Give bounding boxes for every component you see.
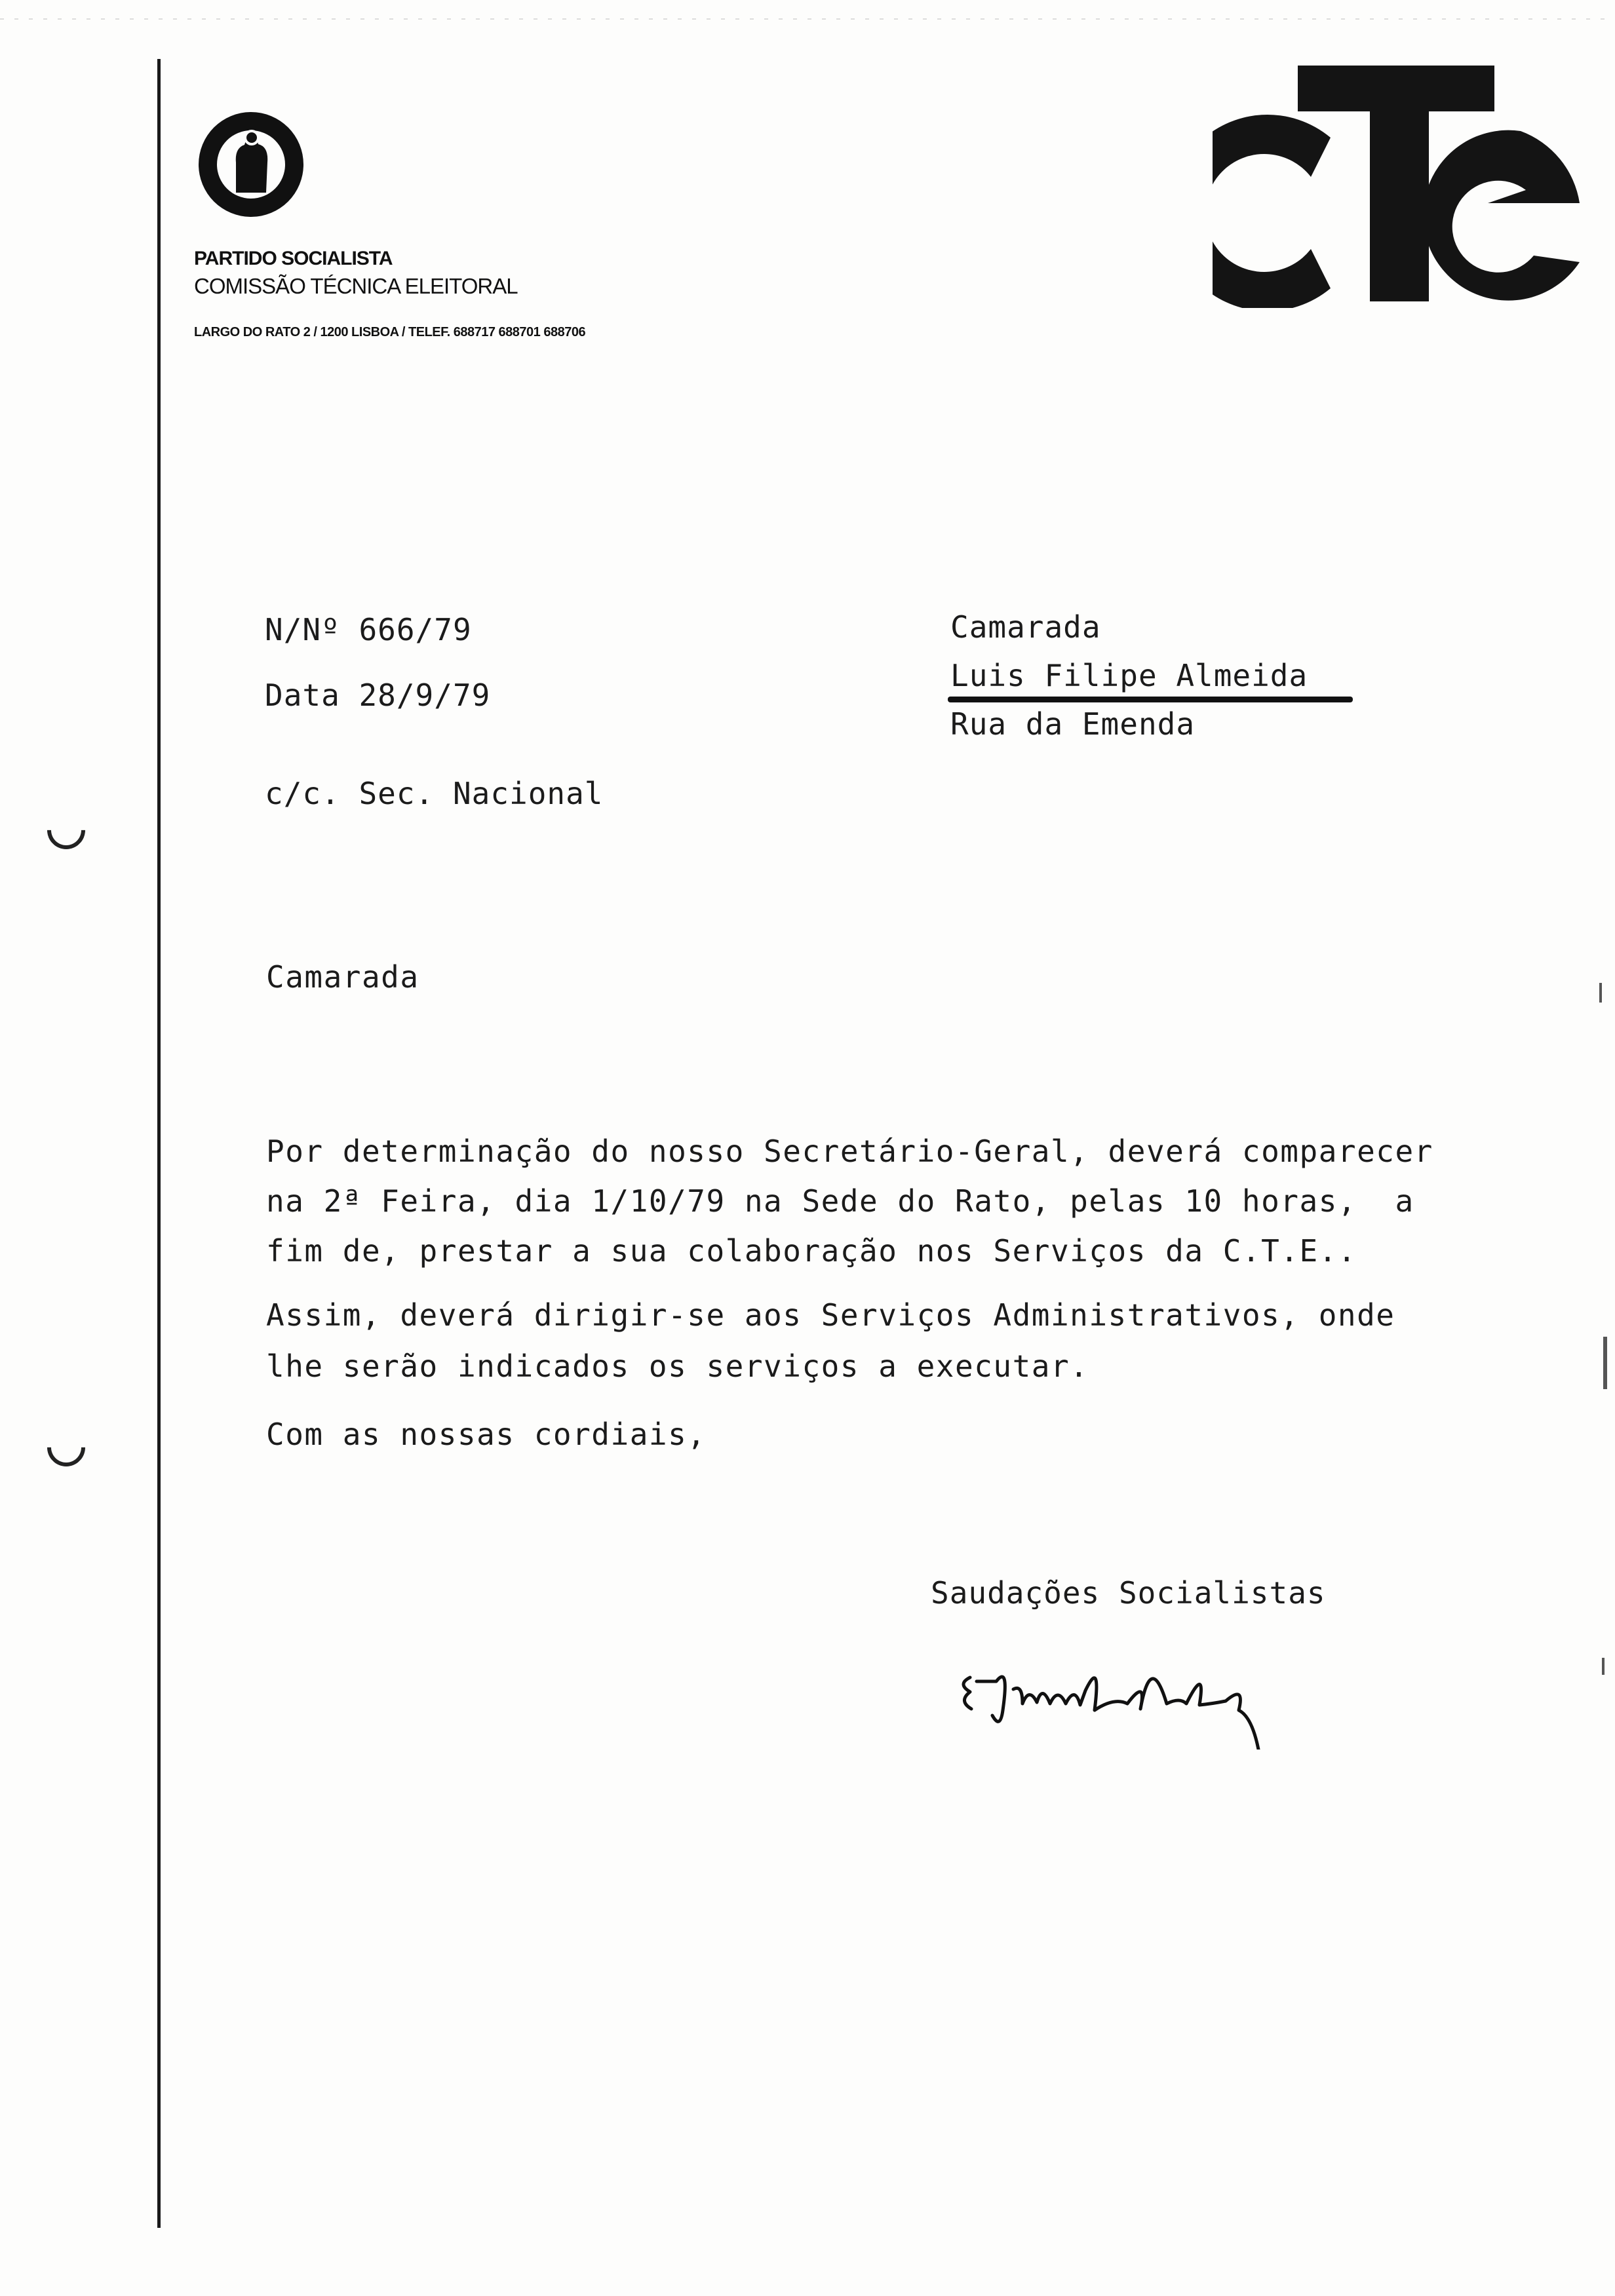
- party-seal-icon: [195, 109, 307, 220]
- carbon-copy: c/c. Sec. Nacional: [265, 776, 604, 811]
- recipient-underline: [948, 697, 1353, 702]
- reference-number: N/Nº 666/79: [265, 612, 472, 647]
- cte-logo-icon: [1213, 59, 1593, 308]
- closing: Com as nossas cordiais,: [266, 1417, 707, 1452]
- org-name: PARTIDO SOCIALISTA: [194, 248, 393, 269]
- regards: Saudações Socialistas: [931, 1575, 1326, 1611]
- paragraph1-line: Por determinação do nosso Secretário-Geral, deverá comparecer: [266, 1134, 1433, 1169]
- paragraph2-line: lhe serão indicados os serviços a executar.: [266, 1349, 1089, 1384]
- punch-hole-bottom: [39, 1421, 93, 1474]
- signature-icon: [950, 1638, 1291, 1750]
- scan-edge: [0, 18, 1615, 20]
- letter-date: Data 28/9/79: [265, 678, 491, 713]
- punch-hole-top: [39, 803, 93, 857]
- letterhead-address: LARGO DO RATO 2 / 1200 LISBOA / TELEF. 688717 688701 688706: [194, 325, 586, 339]
- commission-name: COMISSÃO TÉCNICA ELEITORAL: [194, 274, 518, 298]
- scan-mark: [1599, 983, 1602, 1003]
- scan-mark: [1603, 1337, 1607, 1389]
- paragraph1-line: na 2ª Feira, dia 1/10/79 na Sede do Rato, pelas 10 horas, a: [266, 1183, 1414, 1219]
- paragraph2-line: Assim, deverá dirigir-se aos Serviços Administrativos, onde: [266, 1297, 1395, 1333]
- recipient-name: Luis Filipe Almeida: [950, 658, 1308, 693]
- margin-rule: [157, 59, 161, 2228]
- recipient-street: Rua da Emenda: [950, 706, 1196, 742]
- greeting: Camarada: [266, 959, 419, 995]
- recipient-salutation: Camarada: [950, 609, 1101, 645]
- paragraph1-line: fim de, prestar a sua colaboração nos Serviços da C.T.E..: [266, 1233, 1357, 1269]
- scan-mark: [1602, 1658, 1605, 1675]
